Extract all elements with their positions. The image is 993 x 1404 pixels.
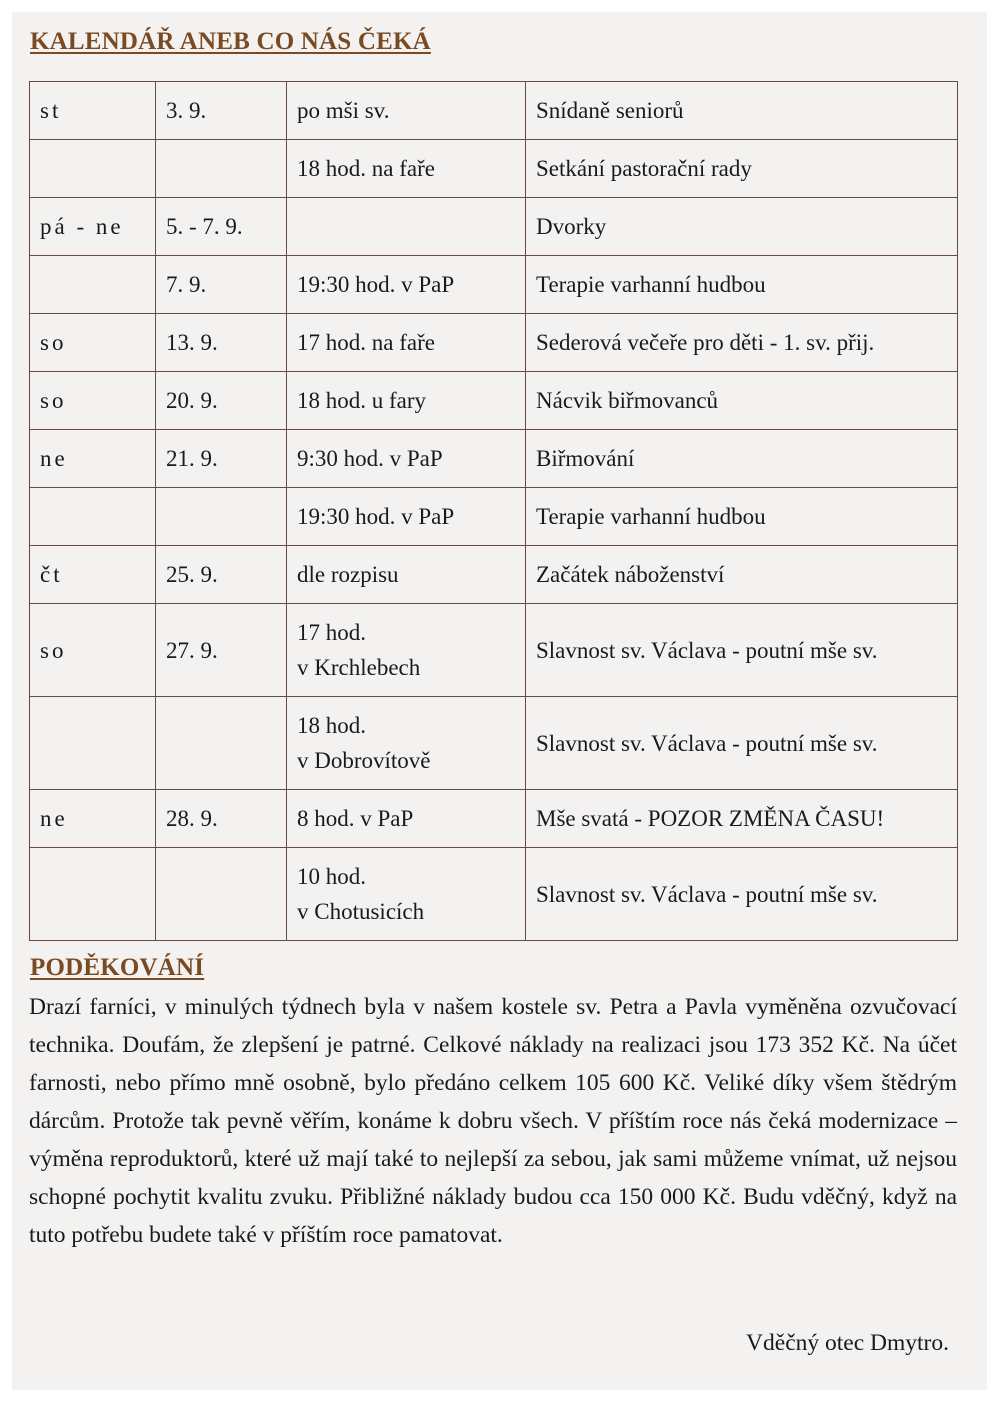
day-cell: čt [30,546,156,604]
time-cell: 17 hod. na faře [287,314,526,372]
day-cell: ne [30,430,156,488]
time-line: 10 hod. [297,864,366,889]
table-row [30,256,958,314]
day-cell: so [30,314,156,372]
time-cell: 9:30 hod. v PaP [287,430,526,488]
table-row [30,314,958,372]
event-cell: Terapie varhanní hudbou [526,488,958,546]
date-cell: 25. 9. [156,546,287,604]
table-row [30,82,958,140]
time-cell [287,198,526,256]
table-row [30,198,958,256]
time-cell: 19:30 hod. v PaP [287,256,526,314]
calendar-table [29,81,958,941]
time-cell [287,604,526,697]
thanks-text: Drazí farníci, v minulých týdnech byla v našem kostele sv. Petra a Pavla vyměněna ozvučovací technika. Doufám, že zlepšení je patrné. Celkové náklady na realizaci jsou 173 352 Kč. Na účet farnosti, nebo přímo mně osobně, bylo předáno celkem 105 600 Kč. Veliké díky všem štědrým dárcům. Protože tak pevně věřím, konáme k dobru všech. V příštím roce nás čeká modernizace – výměna reproduktorů, které už mají také to nejlepší za sebou, jak sami můžeme vnímat, už nejsou schopné pochytit kvalitu zvuku. Přibližné náklady budou cca 150 000 Kč. Budu vděčný, když na tuto potřebu budete také v příštím roce pamatovat. [29,994,957,1248]
date-cell [156,848,287,941]
date-cell: 21. 9. [156,430,287,488]
table-row [30,848,958,941]
day-cell [30,488,156,546]
time-cell: 18 hod. u fary [287,372,526,430]
date-cell: 27. 9. [156,604,287,697]
table-row [30,372,958,430]
event-cell: Setkání pastorační rady [526,140,958,198]
time-cell [287,848,526,941]
date-cell [156,697,287,790]
table-row [30,790,958,848]
event-cell: Začátek náboženství [526,546,958,604]
event-cell: Terapie varhanní hudbou [526,256,958,314]
time-line: 17 hod. [297,620,366,645]
time-cell: po mši sv. [287,82,526,140]
thanks-title: PODĚKOVÁNÍ [30,954,205,981]
signature: Vděčný otec Dmytro. [746,1330,949,1356]
event-cell: Sederová večeře pro děti - 1. sv. přij. [526,314,958,372]
day-cell: st [30,82,156,140]
table-row [30,430,958,488]
time-cell: 8 hod. v PaP [287,790,526,848]
day-cell [30,848,156,941]
event-cell: Snídaně seniorů [526,82,958,140]
day-cell: ne [30,790,156,848]
day-cell: so [30,372,156,430]
event-cell: Slavnost sv. Václava - poutní mše sv. [526,697,958,790]
date-cell: 28. 9. [156,790,287,848]
time-cell: dle rozpisu [287,546,526,604]
table-row [30,140,958,198]
day-cell: so [30,604,156,697]
date-cell: 5. - 7. 9. [156,198,287,256]
bulletin-page [12,12,987,1390]
table-row [30,697,958,790]
table-row [30,604,958,697]
time-cell [287,697,526,790]
event-cell: Slavnost sv. Václava - poutní mše sv. [526,604,958,697]
calendar-title: KALENDÁŘ ANEB CO NÁS ČEKÁ [30,28,431,55]
date-cell: 20. 9. [156,372,287,430]
date-cell [156,488,287,546]
table-row [30,546,958,604]
time-line: 18 hod. [297,713,366,738]
event-cell: Nácvik biřmovanců [526,372,958,430]
place-line: v Dobrovítově [297,748,431,773]
time-cell: 18 hod. na faře [287,140,526,198]
time-cell: 19:30 hod. v PaP [287,488,526,546]
date-cell: 7. 9. [156,256,287,314]
event-cell: Dvorky [526,198,958,256]
date-cell: 3. 9. [156,82,287,140]
event-cell: Mše svatá - POZOR ZMĚNA ČASU! [526,790,958,848]
day-cell [30,140,156,198]
day-cell [30,697,156,790]
event-cell: Slavnost sv. Václava - poutní mše sv. [526,848,958,941]
place-line: v Chotusicích [297,899,425,924]
event-cell: Biřmování [526,430,958,488]
date-cell [156,140,287,198]
date-cell: 13. 9. [156,314,287,372]
day-cell [30,256,156,314]
place-line: v Krchlebech [297,655,421,680]
table-row [30,488,958,546]
day-cell: pá - ne [30,198,156,256]
